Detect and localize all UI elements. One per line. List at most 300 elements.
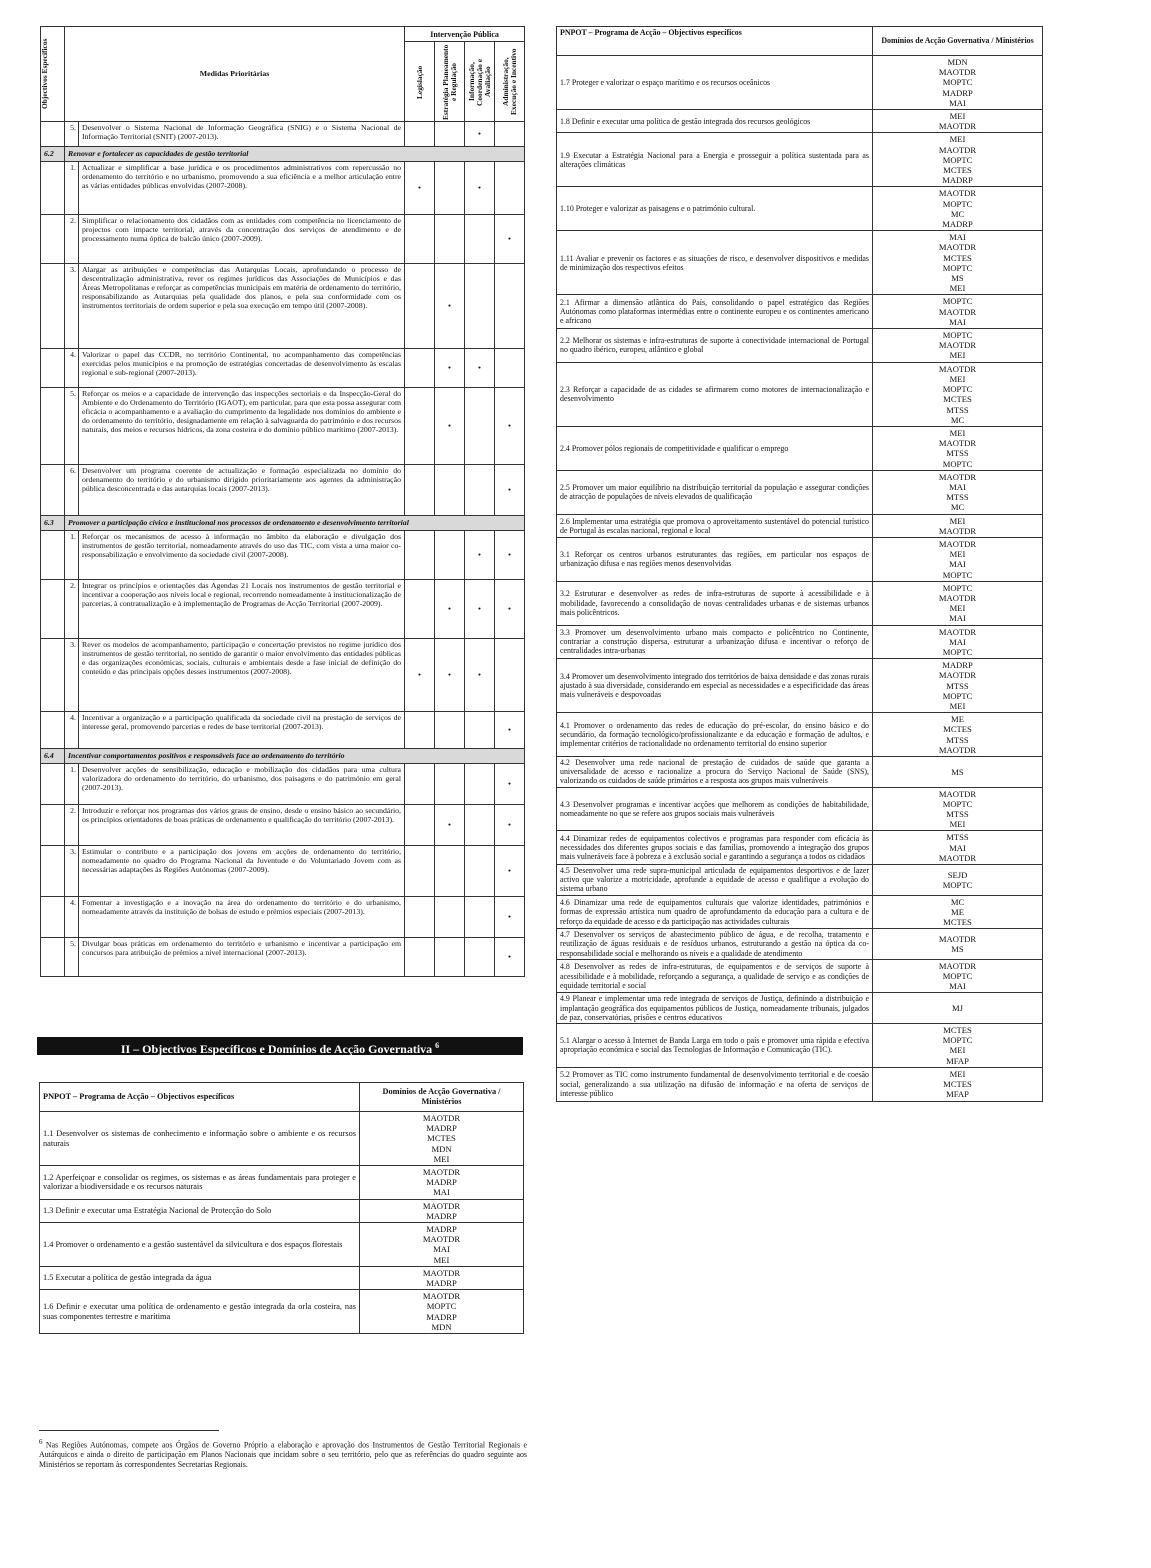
intervention-mark: • — [495, 897, 525, 938]
measure-text: Integrar os princípios e orientações das Agendas 21 Locais nos instrumentos de gestão territorial e incentivar a cooperação aos níveis local e regional, recorrendo nomeadamente à institucionalização de parcerias, à contratualização e à implementação de Programas de Acção Territorial (2007-2009). — [79, 580, 405, 639]
ministries-cell — [873, 187, 1043, 231]
ministry-label: MC — [950, 896, 965, 907]
objective-cell — [41, 349, 65, 388]
intervention-column-header: Intervenção Pública — [405, 27, 525, 42]
ministry-label: MDN — [431, 1143, 452, 1154]
section-title: Incentivar comportamentos positivos e responsáveis face ao ordenamento do território — [65, 749, 525, 764]
ministry-label: MC — [950, 414, 965, 425]
footnote-divider — [39, 1430, 219, 1431]
objective-text: 1.5 Executar a política de gestão integrada da água — [40, 1266, 360, 1289]
ministries-cell — [873, 537, 1043, 581]
ministries-cell — [360, 1112, 524, 1166]
measure-row — [41, 639, 525, 712]
objective-text: 1.7 Proteger e valorizar o espaço marítimo e os recursos oceânicos — [557, 56, 873, 110]
measure-text: Valorizar o papel das CCDR, no território Continental, no acompanhamento das competências exercidas pelos municípios e na promoção de estratégias concertadas de desenvolvimento às escalas regional e sub-regional (2007-2013). — [79, 349, 405, 388]
intervention-empty — [405, 897, 435, 938]
ministries-cell — [873, 1067, 1043, 1101]
intervention-mark: • — [405, 162, 435, 215]
measure-text: Rever os modelos de acompanhamento, participação e concertação previstos no regime jurídico dos instrumentos de gestão territorial, no sentido de garantir o maior envolvimento das entidades públicas e das organizações económicas, sociais, culturais e ambientais desde a fase inicial de definição do conteúdo e das principais opções desses instrumentos (2007-2008). — [79, 639, 405, 712]
intervention-mark: • — [435, 264, 465, 349]
measure-text: Desenvolver acções de sensibilização, educação e mobilização dos cidadãos para uma cultura valorizadora do ordenamento do território, do urbanismo, dos paisagens e do património em geral (2007-2013). — [79, 764, 405, 805]
ministry-label: MAOTDR — [938, 744, 977, 755]
objective-row — [557, 1024, 1043, 1068]
ministries-cell — [873, 110, 1043, 133]
objective-text: 4.8 Desenvolver as redes de infra-estruturas, de equipamentos e de serviços de suporte à acessibilidade e à mobilidade, reforçando a segurança, a qualidade de serviço e as condições de equidade territorial e social — [557, 959, 873, 993]
measure-row — [41, 465, 525, 516]
ministry-label: MADRP — [942, 87, 973, 98]
ministries-cell — [873, 470, 1043, 514]
intervention-mark: • — [495, 465, 525, 516]
ministry-label: MAOTDR — [938, 121, 977, 132]
ministry-label: MCTES — [943, 252, 972, 263]
objectives-header: PNPOT – Programa de Acção – Objectivos específicos — [557, 27, 873, 56]
intervention-empty — [405, 388, 435, 465]
intervention-mark: • — [465, 580, 495, 639]
measure-number: 5. — [65, 388, 79, 465]
objective-row — [557, 362, 1043, 426]
objective-text: 1.9 Executar a Estratégia Nacional para a Energia e prosseguir a política sustentada para as alterações climáticas — [557, 133, 873, 187]
intervention-mark: • — [495, 938, 525, 977]
objective-text: 1.1 Desenvolver os sistemas de conhecimento e informação sobre o ambiente e os recursos naturais — [40, 1112, 360, 1166]
objective-row — [40, 1112, 524, 1166]
objective-row — [40, 1290, 524, 1334]
ministry-label: MEI — [949, 283, 966, 294]
ministries-cell — [873, 787, 1043, 831]
ministries-cell — [360, 1223, 524, 1267]
intervention-empty — [435, 938, 465, 977]
ministry-label: MDN — [431, 1321, 452, 1332]
intervention-empty — [435, 846, 465, 897]
objective-row — [557, 659, 1043, 713]
objective-row — [557, 470, 1043, 514]
objectives-ministries-table-right — [556, 26, 1043, 1102]
section-title: Promover a participação cívica e institucional nos processos de ordenamento e desenvolvimento territorial — [65, 516, 525, 531]
ministry-label: MAI — [949, 981, 966, 992]
ministry-label: MEI — [949, 603, 966, 614]
objective-cell — [41, 465, 65, 516]
objective-row — [40, 1266, 524, 1289]
intervention-empty — [405, 805, 435, 846]
ministry-label: MOPTC — [942, 384, 973, 395]
intervention-mark: • — [495, 531, 525, 580]
measure-number: 4. — [65, 349, 79, 388]
intervention-empty — [405, 580, 435, 639]
ministry-label: MJ — [952, 1003, 963, 1014]
intervention-mark: • — [435, 349, 465, 388]
intervention-subheader: Estratégia Planeamento e Regulação — [440, 43, 458, 120]
intervention-empty — [405, 846, 435, 897]
objective-row — [557, 56, 1043, 110]
ministry-label: MEI — [949, 819, 966, 830]
objective-cell — [41, 805, 65, 846]
objective-row — [557, 426, 1043, 470]
intervention-mark: • — [495, 712, 525, 749]
ministry-label: MEI — [949, 549, 966, 560]
ministry-label: MOPTC — [942, 262, 973, 273]
ministry-label: MAI — [949, 636, 966, 647]
measure-number: 3. — [65, 639, 79, 712]
intervention-mark: • — [465, 639, 495, 712]
intervention-mark: • — [435, 639, 465, 712]
intervention-empty — [405, 264, 435, 349]
ministry-label: MOPTC — [942, 154, 973, 165]
ministry-label: MAOTDR — [422, 1167, 461, 1178]
ministries-cell — [360, 1166, 524, 1200]
measure-text: Desenvolver um programa coerente de actualização e formação especializada no domínio do ordenamento do território e do urbanismo dirigido prioritariamente aos agentes da administração pública desconcentrada e das autarquias locais (2007-2013). — [79, 465, 405, 516]
objective-row — [557, 514, 1043, 537]
ministry-label: MADRP — [426, 1177, 457, 1188]
ministry-label: MTSS — [946, 809, 969, 820]
ministry-label: MCTES — [943, 394, 972, 405]
objective-row — [557, 959, 1043, 993]
ministry-label: MEI — [949, 350, 966, 361]
intervention-empty — [435, 531, 465, 580]
intervention-empty — [465, 805, 495, 846]
intervention-empty — [405, 465, 435, 516]
measure-number: 3. — [65, 846, 79, 897]
objective-text: 4.9 Planear e implementar uma rede integrada de serviços de Justiça, definindo a distribuição e implantação geográfica dos equipamentos públicos de Justiça, nomeadamente tribunais, julgados de paz, conservatórias, prisões e centros educativos — [557, 993, 873, 1024]
intervention-subheader: Legislação — [414, 64, 424, 99]
intervention-empty — [495, 639, 525, 712]
measure-number: 2. — [65, 580, 79, 639]
objective-text: 1.2 Aperfeiçoar e consolidar os regimes, os sistemas e as áreas fundamentais para proteger e valorizar a biodiversidade e os recursos naturais — [40, 1166, 360, 1200]
objective-text: 2.5 Promover um maior equilíbrio na distribuição territorial da população e assegurar condições de atracção de populações de níveis elevados de qualificação — [557, 470, 873, 514]
ministry-label: MADRP — [426, 1311, 457, 1322]
ministry-label: MAOTDR — [938, 188, 977, 199]
ministry-label: MS — [951, 944, 964, 955]
ministry-label: MAOTDR — [422, 1267, 461, 1278]
measure-row — [41, 264, 525, 349]
ministry-label: MEI — [433, 1254, 450, 1265]
objective-text: 2.6 Implementar uma estratégia que promova o aproveitamento sustentável do potencial turístico de Portugal às escalas nacional, regional e local — [557, 514, 873, 537]
measure-row — [41, 805, 525, 846]
intervention-empty — [465, 938, 495, 977]
ministry-label: MAI — [949, 97, 966, 108]
ministry-label: MAOTDR — [938, 525, 977, 536]
objective-row — [557, 787, 1043, 831]
ministry-label: MADRP — [942, 219, 973, 230]
intervention-mark: • — [435, 388, 465, 465]
intervention-mark: • — [465, 531, 495, 580]
objectives-header: PNPOT – Programa de Acção – Objectivos específicos — [40, 1083, 360, 1112]
ministry-label: MAOTDR — [938, 471, 977, 482]
ministries-cell — [873, 831, 1043, 865]
ministry-label: MFAP — [946, 1055, 969, 1066]
ministry-label: MAOTDR — [938, 144, 977, 155]
ministry-label: ME — [951, 714, 964, 725]
ministry-label: MOPTC — [942, 1035, 973, 1046]
ministry-label: MEI — [949, 1045, 966, 1056]
objective-cell — [41, 938, 65, 977]
measures-column-header: Medidas Prioritárias — [65, 27, 405, 122]
ministry-label: MOPTC — [942, 646, 973, 657]
ministries-cell — [873, 757, 1043, 788]
objective-text: 4.3 Desenvolver programas e incentivar acções que melhorem as condições de habitabilidade, nomeadamente no que se refere aos grupos sociais mais vulneráveis — [557, 787, 873, 831]
intervention-mark: • — [465, 122, 495, 147]
ministry-label: MAOTDR — [938, 933, 977, 944]
ministry-label: MCTES — [427, 1133, 456, 1144]
measure-text: Estimular o contributo e a participação dos jovens em acções de ordenamento do território, nomeadamente no quadro do Programa Nacional da Juventude e do Voluntariado Jovem com as necessárias adaptações às Regiões Autónomas (2007-2009). — [79, 846, 405, 897]
ministry-label: MOPTC — [942, 296, 973, 307]
objective-row — [557, 1067, 1043, 1101]
intervention-empty — [405, 531, 435, 580]
ministry-label: MCTES — [943, 1079, 972, 1090]
objective-cell — [41, 764, 65, 805]
objective-text: 2.3 Reforçar a capacidade de as cidades se afirmarem como motores de internacionalização e desenvolvimento — [557, 362, 873, 426]
objective-text: 1.11 Avaliar e prevenir os factores e as situações de risco, e desenvolver dispositivos e medidas de minimização dos respectivos efeitos — [557, 231, 873, 295]
objective-cell — [41, 122, 65, 147]
ministry-label: MAI — [949, 842, 966, 853]
objective-row — [557, 831, 1043, 865]
ministry-label: MEI — [433, 1153, 450, 1164]
ministry-label: MAOTDR — [938, 852, 977, 863]
objective-text: 1.6 Definir e executar uma política de ordenamento e gestão integrada da orla costeira, nas suas componentes terrestre e marítima — [40, 1290, 360, 1334]
ministry-label: MEI — [949, 373, 966, 384]
ministries-cell — [873, 231, 1043, 295]
objective-row — [557, 110, 1043, 133]
ministry-label: MTSS — [946, 734, 969, 745]
ministry-label: MS — [951, 273, 964, 284]
objective-cell — [41, 846, 65, 897]
ministry-label: MFAP — [946, 1089, 969, 1100]
ministries-cell — [873, 959, 1043, 993]
measure-row — [41, 712, 525, 749]
section-code: 6.4 — [41, 749, 65, 764]
objective-text: 2.1 Afirmar a dimensão atlântica do País, consolidando o papel estratégico das Regiões Autónomas como plataformas intermédias entre o continente europeu e os continentes americano e africano — [557, 295, 873, 329]
intervention-empty — [435, 162, 465, 215]
ministry-label: MAOTDR — [938, 306, 977, 317]
objective-row — [557, 865, 1043, 896]
intervention-empty — [405, 215, 435, 264]
ministry-label: MADRP — [426, 1210, 457, 1221]
ministry-label: MEI — [949, 700, 966, 711]
measure-text: Reforçar os meios e a capacidade de intervenção das inspecções sectoriais e da Inspecção-Geral do Ambiente e do Ordenamento do Território (IGAOT), em particular, para que esta possa assegurar com eficácia o acompanhamento e a avaliação do cumprimento da legalidade nos domínios do ambiente e do ordenamento do território, designadamente em relação à salvaguarda do património e dos recursos naturais, dos meios e recursos hídricos, da zona costeira e do domínio público marítimo (2007-2013). — [79, 388, 405, 465]
objective-text: 3.4 Promover um desenvolvimento integrado dos territórios de baixa densidade e das zonas rurais ajustado à sua diversidade, considerando em especial as necessidades e a especificidade das áreas mais vulneráveis e despovoadas — [557, 659, 873, 713]
objective-text: 1.10 Proteger e valorizar as paisagens e o património cultural. — [557, 187, 873, 231]
measure-text: Simplificar o relacionamento dos cidadãos com as entidades com competência no licenciamento de projectos com impacte territorial, através da concentração dos serviços de atendimento e de processamento numa óptica de balcão único (2007-2009). — [79, 215, 405, 264]
objective-cell — [41, 531, 65, 580]
ministries-cell — [360, 1266, 524, 1289]
intervention-mark: • — [495, 764, 525, 805]
ministry-label: MAI — [949, 559, 966, 570]
objective-text: 4.6 Dinamizar uma rede de equipamentos culturais que valorize identidades, patrimónios e formas de expressão artística num quadro de aprofundamento da educação para a cultura e de reforço da equidade de acesso e da participação nas actividades culturais — [557, 895, 873, 929]
objective-text: 1.4 Promover o ordenamento e a gestão sustentável da silvicultura e dos espaços florestais — [40, 1223, 360, 1267]
ministries-cell — [873, 993, 1043, 1024]
measure-row — [41, 388, 525, 465]
objective-row — [557, 133, 1043, 187]
measure-text: Fomentar a investigação e a inovação na área do ordenamento do território e do urbanismo, nomeadamente através da instituição de bolsas de estudo e prémios especiais (2007-2013). — [79, 897, 405, 938]
intervention-empty — [465, 388, 495, 465]
ministry-label: MEI — [949, 427, 966, 438]
intervention-empty — [465, 215, 495, 264]
intervention-empty — [435, 712, 465, 749]
objective-text: 4.4 Dinamizar redes de equipamentos colectivos e programas para responder com eficácia às necessidades dos diferentes grupos sociais e das famílias, promovendo a integração dos grupos mais vulneráveis face à pobreza e à exclusão social e garantindo a segurança a todos os cidadãos — [557, 831, 873, 865]
ministry-label: MAOTDR — [938, 242, 977, 253]
objective-row — [557, 713, 1043, 757]
objective-text: 1.8 Definir e executar uma política de gestão integrada dos recursos geológicos — [557, 110, 873, 133]
ministry-label: MOPTC — [942, 690, 973, 701]
objective-text: 5.1 Alargar o acesso à Internet de Banda Larga em todo o país e promover uma rápida e efectiva apropriação económica e social das Tecnologias de Informação e Comunicação (TIC). — [557, 1024, 873, 1068]
priority-measures-table — [40, 26, 525, 977]
ministries-cell — [873, 514, 1043, 537]
ministry-label: MCTES — [943, 724, 972, 735]
objective-text: 4.2 Desenvolver uma rede nacional de prestação de cuidados de saúde que garanta a universalidade de acesso e racionalize a procura do Serviço Nacional de Saúde (SNS), valorizando os cuidados de saúde primários e a resposta aos grupos mais vulneráveis — [557, 757, 873, 788]
objective-text: 2.2 Melhorar os sistemas e infra-estruturas de suporte à conectividade internacional de Portugal no quadro ibérico, europeu, atlântico e global — [557, 329, 873, 363]
intervention-subheader: Administração, Execução e Incentivo — [500, 48, 518, 115]
ministry-label: MAI — [949, 232, 966, 243]
objective-text: 5.2 Promover as TIC como instrumento fundamental de desenvolvimento territorial e de coesão social, generalizando a sua utilização na difusão de informação e na oferta de serviços de interesse público — [557, 1067, 873, 1101]
ministry-label: MOPTC — [426, 1301, 457, 1312]
ministry-label: MC — [950, 502, 965, 513]
measure-number: 6. — [65, 465, 79, 516]
ministry-label: MOPTC — [942, 569, 973, 580]
intervention-empty — [495, 162, 525, 215]
ministry-label: MTSS — [946, 448, 969, 459]
measure-row — [41, 122, 525, 147]
intervention-mark: • — [465, 349, 495, 388]
ministry-label: MDN — [947, 57, 968, 67]
measure-text: Alargar as atribuições e competências das Autarquias Locais, aprofundando o processo de descentralização administrativa, rever os regimes jurídicos das Associações de Municípios e das Áreas Metropolitanas e reforçar as competências municipais em matéria de ordenamento do território, responsabilizando as Autarquias pela qualidade dos planos, e pela sua conformidade com os instrumentos territoriais de ordem superior e pela sua execução em tempo útil (2007-2008). — [79, 264, 405, 349]
ministry-label: MADRP — [942, 660, 973, 671]
intervention-empty — [465, 897, 495, 938]
objective-row — [557, 757, 1043, 788]
measure-text: Actualizar e simplificar a base jurídica e os procedimentos administrativos com repercussão no ordenamento do território e no urbanismo, promovendo a sua eficiência e a melhor articulação entre as várias entidades públicas envolvidas (2007-2008). — [79, 162, 405, 215]
footnote: $^6$ Nas Regiões Autónomas, compete aos Órgãos de Governo Próprio a elaboração e aprovação dos Instrumentos de Gestão Territorial Regionais e Autárquicos e ainda o direito de participação em Planos Nacionais que incidam sobre o seu território, pelo que as referências do quadro seguinte aos Ministérios se reportam às correspondentes Secretarias Regionais. — [39, 1438, 527, 1469]
measure-number: 3. — [65, 264, 79, 349]
ministries-cell — [873, 362, 1043, 426]
ministry-label: SEJD — [947, 869, 968, 880]
ministries-cell — [873, 1024, 1043, 1068]
objective-row — [557, 329, 1043, 363]
ministry-label: MAOTDR — [938, 340, 977, 351]
measure-number: 2. — [65, 215, 79, 264]
intervention-empty — [405, 712, 435, 749]
measure-row — [41, 349, 525, 388]
measure-row — [41, 938, 525, 977]
objective-cell — [41, 580, 65, 639]
ministries-cell — [873, 329, 1043, 363]
intervention-empty — [465, 712, 495, 749]
intervention-empty — [465, 264, 495, 349]
ministry-label: MAOTDR — [938, 626, 977, 637]
objective-row — [557, 993, 1043, 1024]
ministry-label: MAI — [433, 1187, 450, 1198]
objective-row — [40, 1166, 524, 1200]
ministries-cell — [873, 625, 1043, 659]
ministry-label: MAOTDR — [422, 1200, 461, 1211]
intervention-mark: • — [495, 846, 525, 897]
intervention-empty — [495, 349, 525, 388]
intervention-empty — [405, 938, 435, 977]
objective-cell — [41, 162, 65, 215]
ministries-cell — [873, 56, 1043, 110]
objective-row — [557, 625, 1043, 659]
intervention-empty — [435, 764, 465, 805]
objective-cell — [41, 639, 65, 712]
ministry-label: MEI — [949, 134, 966, 145]
ministry-label: MOPTC — [942, 971, 973, 982]
ministry-label: ME — [951, 906, 964, 917]
measure-row — [41, 531, 525, 580]
measure-number: 5. — [65, 938, 79, 977]
objective-row — [557, 581, 1043, 625]
ministry-label: MEI — [949, 1068, 966, 1079]
intervention-mark: • — [495, 388, 525, 465]
ministries-cell — [873, 133, 1043, 187]
measure-text: Introduzir e reforçar nos programas dos vários graus de ensino, desde o ensino básico ao secundário, os princípios orientadores de boas práticas de ordenamento e qualificação do território (2007-2013). — [79, 805, 405, 846]
ministries-cell — [360, 1290, 524, 1334]
ministry-label: MAOTDR — [938, 670, 977, 681]
measure-number: 1. — [65, 531, 79, 580]
ministry-label: MAI — [433, 1244, 450, 1255]
section-title: Renovar e fortalecer as capacidades de gestão territorial — [65, 147, 525, 162]
intervention-empty — [435, 897, 465, 938]
objective-row — [557, 187, 1043, 231]
ministry-label: MAOTDR — [422, 1234, 461, 1245]
ministry-label: MAOTDR — [938, 363, 977, 374]
ministry-label: MTSS — [946, 404, 969, 415]
ministry-label: MS — [951, 766, 964, 777]
intervention-empty — [405, 764, 435, 805]
objective-row — [40, 1223, 524, 1267]
measure-row — [41, 846, 525, 897]
objective-text: 2.4 Promover pólos regionais de competitividade e qualificar o emprego — [557, 426, 873, 470]
intervention-mark: • — [465, 162, 495, 215]
objective-text: 1.3 Definir e executar uma Estratégia Nacional de Protecção do Solo — [40, 1199, 360, 1222]
ministries-cell — [360, 1199, 524, 1222]
section-row — [41, 749, 525, 764]
measure-text: Desenvolver o Sistema Nacional de Informação Geográfica (SNIG) e o Sistema Nacional de Informação Territorial (SNIT) (2007-2013). — [79, 122, 405, 147]
section-row — [41, 147, 525, 162]
intervention-empty — [465, 846, 495, 897]
objective-row — [557, 295, 1043, 329]
measure-text: Incentivar a organização e a participação qualificada da sociedade civil na prestação de serviços de interesse geral, promovendo parcerias e redes de base territorial (2007-2013). — [79, 712, 405, 749]
ministry-label: MTSS — [946, 492, 969, 503]
section-banner: II – Objectivos Específicos e Domínios de Acção Governativa $^6$ — [37, 1037, 523, 1055]
objective-row — [557, 537, 1043, 581]
intervention-mark: • — [405, 639, 435, 712]
objective-cell — [41, 388, 65, 465]
measure-row — [41, 215, 525, 264]
objectives-ministries-table-bottom — [39, 1082, 524, 1334]
measure-text: Reforçar os mecanismos de acesso à informação no âmbito da elaboração e divulgação dos instrumentos de gestão territorial, nomeadamente através do uso das TIC, com vista a uma maior co-responsabilização e envolvimento da sociedade civil (2007-2008). — [79, 531, 405, 580]
objective-text: 4.5 Desenvolver uma rede supra-municipal articulada de equipamentos desportivos e de lazer activo que valorize a motricidade, aprofunde a equidade de acesso e qualifique a evolução do sistema urbano — [557, 865, 873, 896]
ministry-label: MTSS — [946, 680, 969, 691]
intervention-empty — [435, 215, 465, 264]
intervention-empty — [435, 465, 465, 516]
measure-text: Divulgar boas práticas em ordenamento do território e urbanismo e incentivar a participação em concursos para atribuição de prémios a nível internacional (2007-2013). — [79, 938, 405, 977]
objective-row — [557, 895, 1043, 929]
objective-cell — [41, 897, 65, 938]
intervention-empty — [435, 122, 465, 147]
measure-number: 4. — [65, 712, 79, 749]
intervention-mark: • — [435, 805, 465, 846]
ministry-label: MOPTC — [942, 330, 973, 341]
objective-text: 3.3 Promover um desenvolvimento urbano mais compacto e policêntrico no Continente, contrariar a construção dispersa, estruturar a urbanização difusa e incentivar o reforço de centralidades intra-urbanas — [557, 625, 873, 659]
ministries-cell — [873, 713, 1043, 757]
ministry-label: MADRP — [426, 1278, 457, 1289]
ministries-cell — [873, 426, 1043, 470]
objective-text: 4.1 Promover o ordenamento das redes de educação do pré-escolar, do ensino básico e do secundário, da formação tecnológico/profissionalizante e da educação e formação de adultos, e implementar critérios de racionalidade no ordenamento territorial do ensino superior — [557, 713, 873, 757]
objective-row — [557, 929, 1043, 960]
measure-number: 2. — [65, 805, 79, 846]
ministries-cell — [873, 295, 1043, 329]
measure-row — [41, 580, 525, 639]
ministry-label: MEI — [949, 515, 966, 526]
objective-row — [40, 1199, 524, 1222]
intervention-empty — [465, 465, 495, 516]
intervention-empty — [405, 349, 435, 388]
